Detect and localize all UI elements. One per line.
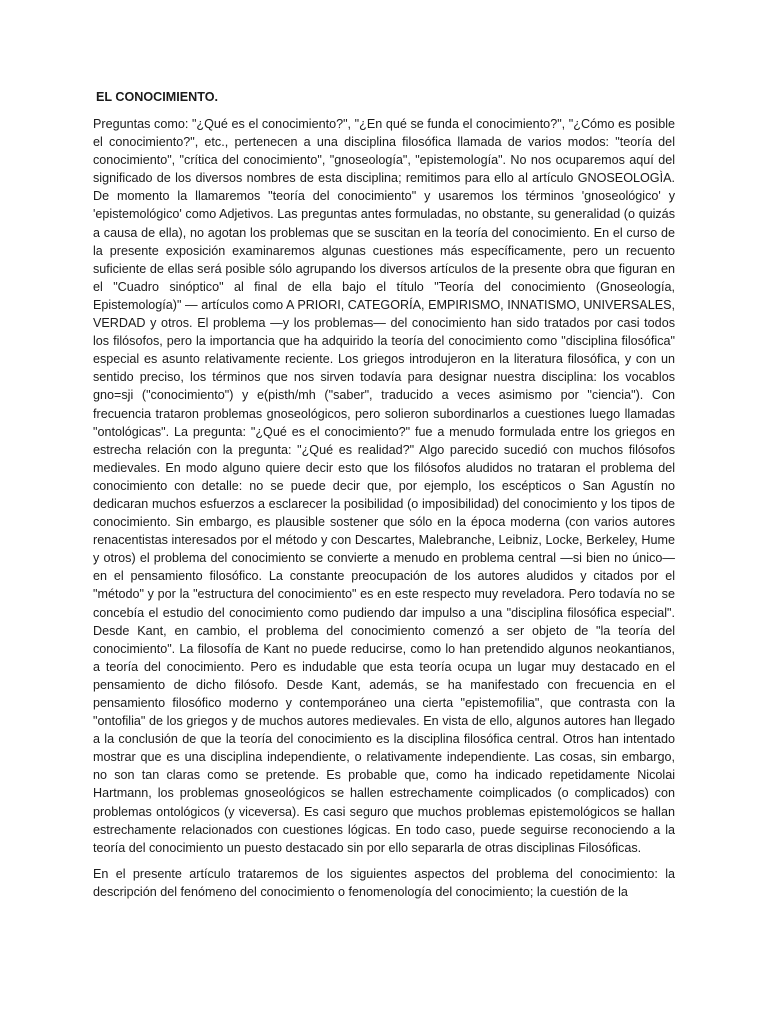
document-title: EL CONOCIMIENTO.: [96, 90, 218, 104]
paragraph-1: Preguntas como: "¿Qué es el conocimiento?", "¿En qué se funda el conocimiento?", "¿Cómo es posible el conocimiento?", etc., pertenecen a una disciplina filosófica llamada de varios modos: "teoría del conocimiento", "crítica del conocimiento", "gnoseología", "epistemología". No nos ocuparemos aquí del significado de los diversos nombres de esta disciplina; remitimos para ello al artículo GNOSEOLOGÌA. De momento la llamaremos "teoría del conocimiento" y usaremos los términos 'gnoseológico' y 'epistemológico' como Adjetivos. Las preguntas antes formuladas, no obstante, su generalidad (o quizás a causa de ella), no agotan los problemas que se suscitan en la teoría del conocimiento. En el curso de la presente exposición examinaremos algunas cuestiones más específicamente, pero un recuento suficiente de ellas será posible sólo agrupando los diversos artículos de la presente obra que figuran en el "Cuadro sinóptico" al final de ella bajo el título "Teoría del conocimiento (Gnoseología, Epistemología)" — artículos como A PRIORI, CATEGORÍA, EMPIRISMO, INNATISMO, UNIVERSALES, VERDAD y otros. El problema —y los problemas— del conocimiento han sido tratados por casi todos los filósofos, pero la importancia que ha adquirido la teoría del conocimiento como "disciplina filosófica" especial es asunto relativamente reciente. Los griegos introdujeron en la literatura filosófica, y con un sentido preciso, los términos que nos sirven todavía para designar nuestra disciplina: los vocablos gno=sji ("conocimiento") y e(pisth/mh ("saber", traducido a veces asimismo por "ciencia"). Con frecuencia trataron problemas gnoseológicos, pero solieron subordinarlos a cuestiones luego llamadas "ontológicas". La pregunta: "¿Qué es el conocimiento?" fue a menudo formulada entre los griegos en estrecha relación con la pregunta: "¿Qué es realidad?" Algo parecido sucedió con muchos filósofos medievales. En modo alguno quiere decir esto que los filósofos aludidos no trataran el problema del conocimiento con detalle: no se puede decir que, por ejemplo, los escépticos o San Agustín no dedicaran muchos esfuerzos a esclarecer la posibilidad (o imposibilidad) del conocimiento y los tipos de conocimiento. Sin embargo, es plausible sostener que sólo en la época moderna (con varios autores renacentistas interesados por el método y con Descartes, Malebranche, Leibniz, Locke, Berkeley, Hume y otros) el problema del conocimiento se convierte a menudo en problema central —si bien no único— en el pensamiento filosófico. La constante preocupación de los autores aludidos y citados por el "método" y por la "estructura del conocimiento" es en este respecto muy reveladora. Pero todavía no se concebía el estudio del conocimiento como pudiendo dar impulso a una "disciplina filosófica especial". Desde Kant, en cambio, el problema del conocimiento comenzó a ser objeto de "la teoría del conocimiento". La filosofía de Kant no puede reducirse, como lo han pretendido algunos neokantianos, a teoría del conocimiento. Pero es indudable que esta teoría ocupa un lugar muy destacado en el pensamiento de dicho filósofo. Desde Kant, además, se ha manifestado con frecuencia en el pensamiento filosófico moderno y contemporáneo una cierta "epistemofilia", que contrasta con la "ontofilia" de los griegos y de muchos autores medievales. En vista de ello, algunos autores han llegado a la conclusión de que la teoría del conocimiento es la disciplina filosófica central. Otros han intentado mostrar que es una disciplina independiente, o relativamente independiente. Las cosas, sin embargo, no son tan claras como se pretende. Es probable que, como ha indicado repetidamente Nicolai Hartmann, los problemas gnoseológicos se hallen estrechamente coimplicados (o complicados) con problemas ontológicos (y viceversa). Es casi seguro que muchos problemas epistemológicos se hallan estrechamente relacionados con cuestiones lógicas. En todo caso, puede seguirse reconociendo a la teoría del conocimiento un puesto destacado sin por ello separarla de otras disciplinas Filosóficas.: [93, 117, 675, 855]
document-page: [93, 88, 675, 909]
paragraph-2: En el presente artículo trataremos de los siguientes aspectos del problema del conocimiento: la descripción del fenómeno del conocimiento o fenomenología del conocimiento; la cuestión de la: [93, 866, 675, 899]
